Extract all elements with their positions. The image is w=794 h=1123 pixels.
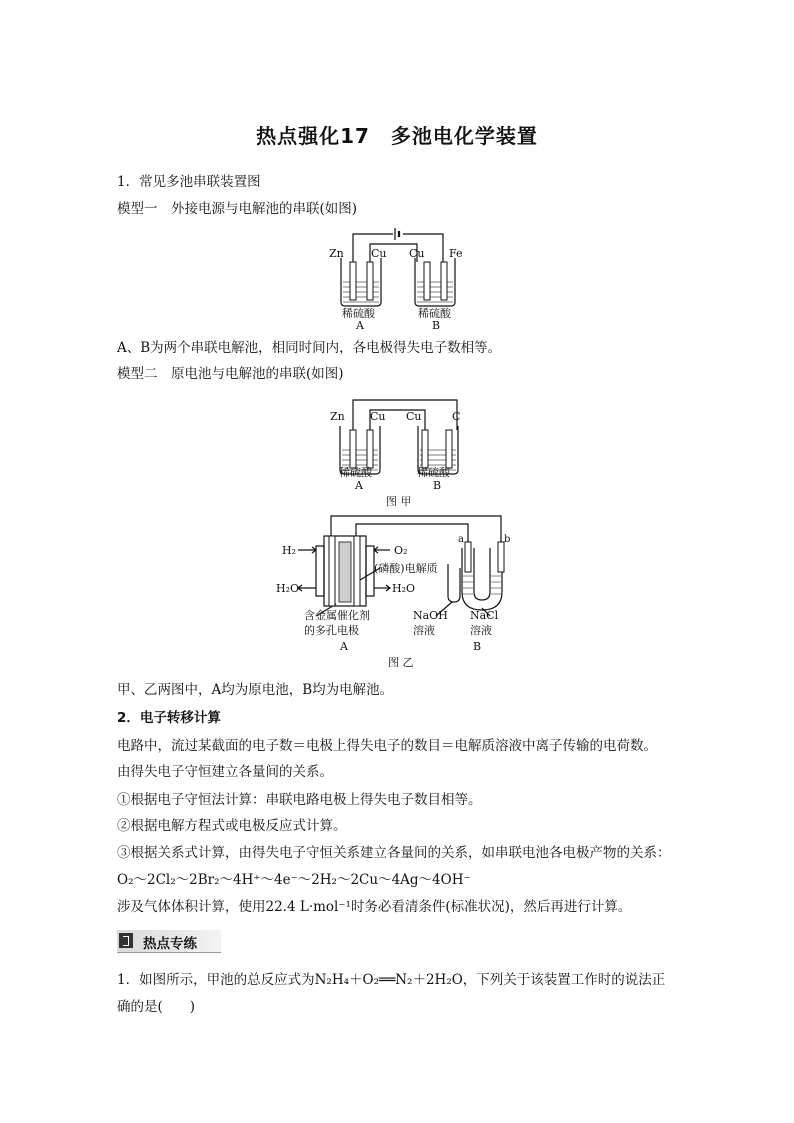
fig1-label-b: B [432, 319, 441, 330]
fig-jia-label-b: B [433, 479, 442, 492]
fig-yi-label-a: A [340, 640, 348, 653]
banner-label: 热点专练 [143, 936, 197, 952]
fig-yi-caption: 图 乙 [388, 656, 414, 669]
fig-yi-terminal-a: a [458, 534, 464, 545]
fig1-solution-a: 稀硫酸 [342, 307, 375, 320]
fig-yi-naoh-label: NaOH [413, 609, 448, 622]
banner-book-icon [119, 933, 133, 948]
fig1-electrode-cu-b: Cu [409, 247, 425, 260]
fig1-electrode-zn: Zn [329, 247, 344, 260]
figure-yi [276, 512, 526, 672]
fig1-label-a: A [356, 319, 364, 330]
fig-yi-naoh-solution-label: 溶液 [413, 624, 435, 637]
model2-title: 模型二 原电池与电解池的串联(如图) [117, 366, 344, 382]
fig-yi-h2o-right-label: H₂O [392, 582, 416, 595]
figure-jia [322, 392, 472, 510]
fig-yi-label-b: B [473, 640, 482, 653]
fig-yi-h2-label: H₂ [282, 544, 297, 557]
page-title: 热点强化17 多池电化学装置 [256, 124, 538, 148]
model2-caption: 甲、乙两图中，A均为原电池，B均为电解池。 [117, 682, 394, 698]
question1-line2: 确的是( ) [117, 999, 196, 1015]
figure-model1 [325, 226, 475, 330]
fig-yi-terminal-b: b [504, 534, 511, 545]
fig-yi-h2o-left-label: H₂O [276, 582, 300, 595]
fig-yi-nacl-solution-label: 溶液 [470, 624, 492, 637]
fig-yi-nacl-label: NaCl [470, 609, 499, 622]
fig-jia-electrode-cu-b: Cu [406, 410, 422, 423]
fig1-solution-b: 稀硫酸 [418, 307, 451, 320]
section2-line1: 电路中，流过某截面的电子数＝电极上得失电子的数目＝电解质溶液中离子传输的电荷数。 [117, 738, 657, 754]
section2-line4: ②根据电解方程式或电极反应式计算。 [117, 818, 347, 834]
fig-jia-electrode-cu-a: Cu [370, 410, 386, 423]
model1-caption: A、B为两个串联电解池，相同时间内，各电极得失电子数相等。 [117, 340, 502, 356]
fig-yi-o2-label: O₂ [394, 544, 408, 557]
fig-yi-electrolyte-label: (磷酸)电解质 [374, 562, 438, 575]
section2-line3: ①根据电子守恒法计算：串联电路电极上得失电子数目相等。 [117, 792, 482, 808]
model1-title: 模型一 外接电源与电解池的串联(如图) [117, 201, 358, 217]
section1-heading: 1．常见多池串联装置图 [117, 174, 261, 190]
fig-jia-electrode-c: C [452, 410, 461, 423]
practice-banner [117, 930, 221, 952]
section2-line2: 由得失电子守恒建立各量间的关系。 [117, 764, 333, 780]
question1-line1: 1．如图所示，甲池的总反应式为N₂H₄＋O₂══N₂＋2H₂O，下列关于该装置工作时的说法正 [117, 972, 666, 988]
fig-yi-electrode-desc-1: 含金属催化剂 [304, 609, 370, 622]
fig1-electrode-cu-a: Cu [371, 247, 387, 260]
fig1-electrode-fe: Fe [449, 247, 463, 260]
section2-heading: 2．电子转移计算 [117, 710, 221, 726]
fig-yi-electrode-desc-2: 的多孔电极 [304, 624, 359, 637]
relation-chain: O₂～2Cl₂～2Br₂～4H⁺～4e⁻～2H₂～2Cu～4Ag～4OH⁻ [117, 872, 471, 888]
fig-jia-electrode-zn: Zn [330, 410, 345, 423]
section2-line5: ③根据关系式计算，由得失电子守恒关系建立各量间的关系，如串联电池各电极产物的关系： [117, 845, 671, 861]
fig-jia-solution-b: 稀硫酸 [417, 466, 450, 479]
section2-line7: 涉及气体体积计算，使用22.4 L·mol⁻¹时务必看清条件(标准状况)，然后再进行计算。 [117, 899, 632, 915]
fig-jia-label-a: A [355, 479, 363, 492]
fig-jia-caption: 图 甲 [386, 495, 412, 508]
fig-jia-solution-a: 稀硫酸 [339, 466, 372, 479]
